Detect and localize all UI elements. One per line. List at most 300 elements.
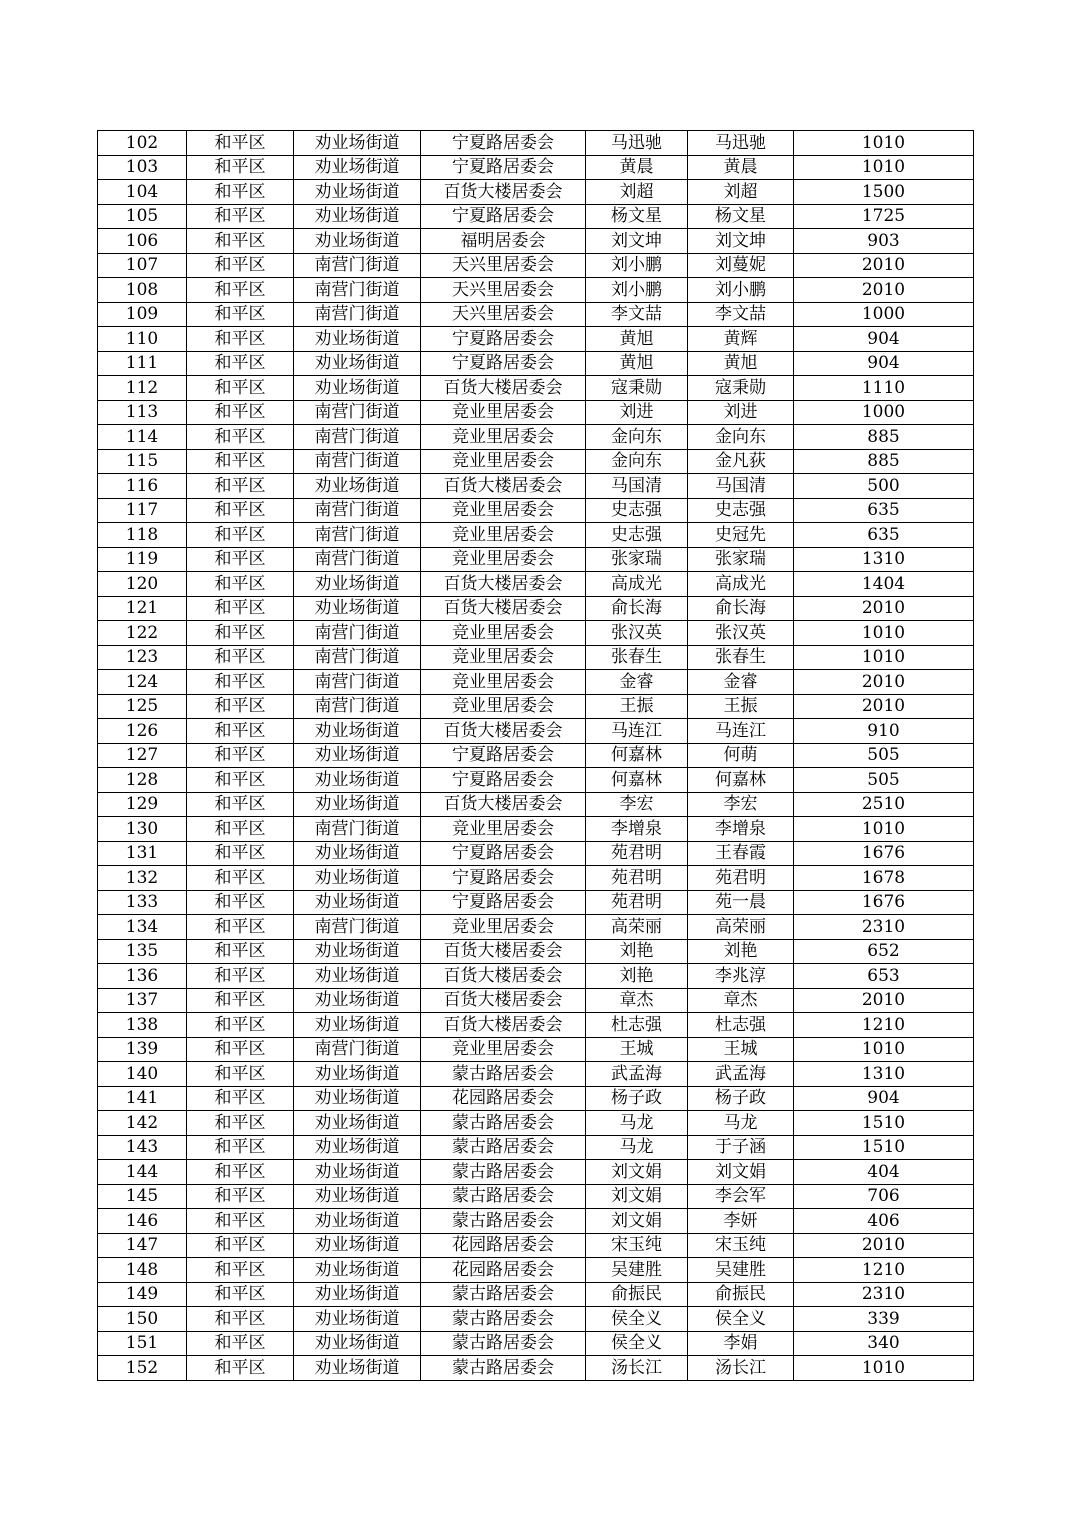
cell-street: 劝业场街道 xyxy=(294,743,421,768)
cell-applicant: 王城 xyxy=(586,1037,688,1062)
cell-amount: 2010 xyxy=(794,596,974,621)
cell-index: 118 xyxy=(98,523,187,548)
cell-applicant: 刘文娟 xyxy=(586,1160,688,1185)
cell-member: 马连江 xyxy=(688,719,794,744)
cell-street: 南营门街道 xyxy=(294,1037,421,1062)
table-row xyxy=(98,1086,974,1111)
cell-district: 和平区 xyxy=(187,253,294,278)
table-row xyxy=(98,1307,974,1332)
cell-district: 和平区 xyxy=(187,474,294,499)
cell-amount: 1210 xyxy=(794,1013,974,1038)
cell-committee: 竞业里居委会 xyxy=(421,645,586,670)
table-row xyxy=(98,866,974,891)
cell-applicant: 刘超 xyxy=(586,180,688,205)
cell-amount: 1510 xyxy=(794,1135,974,1160)
cell-district: 和平区 xyxy=(187,302,294,327)
cell-applicant: 金睿 xyxy=(586,670,688,695)
cell-street: 劝业场街道 xyxy=(294,768,421,793)
cell-committee: 宁夏路居委会 xyxy=(421,327,586,352)
cell-applicant: 刘文坤 xyxy=(586,229,688,254)
table-row xyxy=(98,351,974,376)
table-row xyxy=(98,1160,974,1185)
cell-index: 141 xyxy=(98,1086,187,1111)
cell-street: 劝业场街道 xyxy=(294,792,421,817)
cell-district: 和平区 xyxy=(187,1013,294,1038)
cell-street: 劝业场街道 xyxy=(294,1013,421,1038)
cell-district: 和平区 xyxy=(187,498,294,523)
cell-district: 和平区 xyxy=(187,621,294,646)
cell-index: 132 xyxy=(98,866,187,891)
cell-district: 和平区 xyxy=(187,768,294,793)
cell-member: 寇秉勋 xyxy=(688,376,794,401)
cell-amount: 2010 xyxy=(794,988,974,1013)
cell-district: 和平区 xyxy=(187,841,294,866)
cell-member: 武孟海 xyxy=(688,1062,794,1087)
cell-district: 和平区 xyxy=(187,890,294,915)
cell-committee: 竞业里居委会 xyxy=(421,1037,586,1062)
cell-index: 114 xyxy=(98,425,187,450)
cell-applicant: 黄旭 xyxy=(586,327,688,352)
cell-index: 129 xyxy=(98,792,187,817)
table-row xyxy=(98,302,974,327)
cell-applicant: 马龙 xyxy=(586,1135,688,1160)
table-row xyxy=(98,645,974,670)
cell-index: 135 xyxy=(98,939,187,964)
cell-amount: 500 xyxy=(794,474,974,499)
cell-district: 和平区 xyxy=(187,670,294,695)
cell-applicant: 马国清 xyxy=(586,474,688,499)
cell-index: 106 xyxy=(98,229,187,254)
cell-member: 刘文娟 xyxy=(688,1160,794,1185)
table-row xyxy=(98,988,974,1013)
cell-committee: 蒙古路居委会 xyxy=(421,1356,586,1381)
cell-index: 117 xyxy=(98,498,187,523)
cell-district: 和平区 xyxy=(187,400,294,425)
cell-index: 131 xyxy=(98,841,187,866)
cell-committee: 天兴里居委会 xyxy=(421,253,586,278)
cell-index: 133 xyxy=(98,890,187,915)
cell-index: 123 xyxy=(98,645,187,670)
cell-index: 122 xyxy=(98,621,187,646)
table-row xyxy=(98,498,974,523)
cell-applicant: 李文喆 xyxy=(586,302,688,327)
cell-committee: 花园路居委会 xyxy=(421,1086,586,1111)
cell-district: 和平区 xyxy=(187,1331,294,1356)
cell-index: 125 xyxy=(98,694,187,719)
table-row xyxy=(98,400,974,425)
cell-index: 149 xyxy=(98,1282,187,1307)
cell-street: 南营门街道 xyxy=(294,645,421,670)
cell-amount: 1676 xyxy=(794,841,974,866)
cell-street: 南营门街道 xyxy=(294,425,421,450)
cell-committee: 竞业里居委会 xyxy=(421,498,586,523)
cell-amount: 1310 xyxy=(794,1062,974,1087)
cell-member: 王振 xyxy=(688,694,794,719)
table-row xyxy=(98,1013,974,1038)
cell-applicant: 武孟海 xyxy=(586,1062,688,1087)
cell-applicant: 马龙 xyxy=(586,1111,688,1136)
cell-index: 140 xyxy=(98,1062,187,1087)
cell-applicant: 刘艳 xyxy=(586,939,688,964)
cell-index: 108 xyxy=(98,278,187,303)
cell-applicant: 苑君明 xyxy=(586,841,688,866)
cell-amount: 1678 xyxy=(794,866,974,891)
cell-committee: 宁夏路居委会 xyxy=(421,768,586,793)
cell-district: 和平区 xyxy=(187,915,294,940)
cell-committee: 竞业里居委会 xyxy=(421,694,586,719)
cell-member: 李宏 xyxy=(688,792,794,817)
cell-index: 143 xyxy=(98,1135,187,1160)
cell-member: 史志强 xyxy=(688,498,794,523)
cell-amount: 1000 xyxy=(794,400,974,425)
cell-member: 黄辉 xyxy=(688,327,794,352)
cell-index: 147 xyxy=(98,1233,187,1258)
cell-member: 李会军 xyxy=(688,1184,794,1209)
table-row xyxy=(98,694,974,719)
cell-amount: 1510 xyxy=(794,1111,974,1136)
cell-amount: 910 xyxy=(794,719,974,744)
cell-district: 和平区 xyxy=(187,155,294,180)
cell-district: 和平区 xyxy=(187,694,294,719)
cell-committee: 宁夏路居委会 xyxy=(421,155,586,180)
cell-committee: 竞业里居委会 xyxy=(421,425,586,450)
cell-committee: 竞业里居委会 xyxy=(421,817,586,842)
cell-street: 南营门街道 xyxy=(294,621,421,646)
cell-district: 和平区 xyxy=(187,964,294,989)
cell-applicant: 刘文娟 xyxy=(586,1209,688,1234)
cell-index: 102 xyxy=(98,131,187,156)
cell-committee: 百货大楼居委会 xyxy=(421,792,586,817)
cell-applicant: 何嘉林 xyxy=(586,743,688,768)
cell-street: 劝业场街道 xyxy=(294,327,421,352)
cell-applicant: 高成光 xyxy=(586,572,688,597)
cell-applicant: 杜志强 xyxy=(586,1013,688,1038)
cell-index: 103 xyxy=(98,155,187,180)
cell-applicant: 杨文星 xyxy=(586,204,688,229)
table-row xyxy=(98,425,974,450)
cell-committee: 福明居委会 xyxy=(421,229,586,254)
cell-district: 和平区 xyxy=(187,547,294,572)
cell-street: 南营门街道 xyxy=(294,915,421,940)
cell-index: 109 xyxy=(98,302,187,327)
cell-member: 高成光 xyxy=(688,572,794,597)
cell-street: 劝业场街道 xyxy=(294,1086,421,1111)
cell-district: 和平区 xyxy=(187,327,294,352)
cell-member: 刘小鹏 xyxy=(688,278,794,303)
cell-member: 李增泉 xyxy=(688,817,794,842)
cell-district: 和平区 xyxy=(187,572,294,597)
cell-applicant: 马连江 xyxy=(586,719,688,744)
cell-committee: 竞业里居委会 xyxy=(421,670,586,695)
cell-street: 劝业场街道 xyxy=(294,351,421,376)
cell-amount: 1676 xyxy=(794,890,974,915)
cell-district: 和平区 xyxy=(187,1184,294,1209)
table-body xyxy=(98,131,974,1381)
cell-committee: 蒙古路居委会 xyxy=(421,1160,586,1185)
cell-member: 马迅驰 xyxy=(688,131,794,156)
cell-district: 和平区 xyxy=(187,866,294,891)
table-row xyxy=(98,621,974,646)
cell-index: 112 xyxy=(98,376,187,401)
cell-street: 南营门街道 xyxy=(294,547,421,572)
cell-amount: 635 xyxy=(794,498,974,523)
cell-street: 劝业场街道 xyxy=(294,988,421,1013)
cell-applicant: 俞长海 xyxy=(586,596,688,621)
cell-applicant: 刘文娟 xyxy=(586,1184,688,1209)
cell-index: 152 xyxy=(98,1356,187,1381)
cell-committee: 百货大楼居委会 xyxy=(421,376,586,401)
cell-index: 130 xyxy=(98,817,187,842)
cell-street: 劝业场街道 xyxy=(294,1307,421,1332)
cell-amount: 2310 xyxy=(794,915,974,940)
cell-applicant: 刘小鹏 xyxy=(586,253,688,278)
cell-index: 119 xyxy=(98,547,187,572)
cell-index: 105 xyxy=(98,204,187,229)
cell-index: 148 xyxy=(98,1258,187,1283)
cell-index: 142 xyxy=(98,1111,187,1136)
table-row xyxy=(98,1331,974,1356)
cell-applicant: 汤长江 xyxy=(586,1356,688,1381)
cell-district: 和平区 xyxy=(187,719,294,744)
cell-committee: 百货大楼居委会 xyxy=(421,180,586,205)
cell-amount: 885 xyxy=(794,425,974,450)
table-row xyxy=(98,1233,974,1258)
cell-amount: 505 xyxy=(794,743,974,768)
cell-street: 劝业场街道 xyxy=(294,890,421,915)
cell-index: 124 xyxy=(98,670,187,695)
cell-street: 劝业场街道 xyxy=(294,572,421,597)
cell-street: 南营门街道 xyxy=(294,670,421,695)
cell-amount: 1310 xyxy=(794,547,974,572)
cell-amount: 653 xyxy=(794,964,974,989)
cell-committee: 百货大楼居委会 xyxy=(421,988,586,1013)
cell-amount: 904 xyxy=(794,1086,974,1111)
cell-index: 136 xyxy=(98,964,187,989)
table-row xyxy=(98,817,974,842)
cell-committee: 竞业里居委会 xyxy=(421,915,586,940)
cell-street: 劝业场街道 xyxy=(294,1184,421,1209)
cell-member: 于子涵 xyxy=(688,1135,794,1160)
cell-street: 劝业场街道 xyxy=(294,131,421,156)
cell-district: 和平区 xyxy=(187,229,294,254)
cell-member: 张汉英 xyxy=(688,621,794,646)
cell-applicant: 寇秉勋 xyxy=(586,376,688,401)
cell-member: 俞长海 xyxy=(688,596,794,621)
cell-street: 劝业场街道 xyxy=(294,376,421,401)
cell-street: 劝业场街道 xyxy=(294,155,421,180)
cell-amount: 1725 xyxy=(794,204,974,229)
cell-committee: 宁夏路居委会 xyxy=(421,204,586,229)
table-row xyxy=(98,155,974,180)
data-table xyxy=(97,130,974,1381)
cell-district: 和平区 xyxy=(187,1037,294,1062)
cell-district: 和平区 xyxy=(187,1135,294,1160)
cell-applicant: 杨子政 xyxy=(586,1086,688,1111)
cell-committee: 百货大楼居委会 xyxy=(421,474,586,499)
cell-index: 134 xyxy=(98,915,187,940)
cell-index: 145 xyxy=(98,1184,187,1209)
cell-amount: 1500 xyxy=(794,180,974,205)
cell-street: 南营门街道 xyxy=(294,694,421,719)
table-row xyxy=(98,964,974,989)
cell-applicant: 金向东 xyxy=(586,425,688,450)
cell-district: 和平区 xyxy=(187,1282,294,1307)
cell-member: 刘蔓妮 xyxy=(688,253,794,278)
cell-street: 劝业场街道 xyxy=(294,1111,421,1136)
table-row xyxy=(98,204,974,229)
cell-member: 张春生 xyxy=(688,645,794,670)
cell-index: 116 xyxy=(98,474,187,499)
table-row xyxy=(98,841,974,866)
cell-committee: 宁夏路居委会 xyxy=(421,890,586,915)
cell-member: 吴建胜 xyxy=(688,1258,794,1283)
cell-street: 劝业场街道 xyxy=(294,1135,421,1160)
cell-index: 104 xyxy=(98,180,187,205)
cell-street: 劝业场街道 xyxy=(294,596,421,621)
cell-amount: 2010 xyxy=(794,670,974,695)
cell-member: 黄旭 xyxy=(688,351,794,376)
cell-committee: 宁夏路居委会 xyxy=(421,866,586,891)
table-row xyxy=(98,180,974,205)
cell-street: 劝业场街道 xyxy=(294,1160,421,1185)
cell-district: 和平区 xyxy=(187,523,294,548)
cell-district: 和平区 xyxy=(187,743,294,768)
cell-applicant: 吴建胜 xyxy=(586,1258,688,1283)
cell-member: 苑一晨 xyxy=(688,890,794,915)
cell-committee: 蒙古路居委会 xyxy=(421,1184,586,1209)
table-row xyxy=(98,1258,974,1283)
cell-committee: 百货大楼居委会 xyxy=(421,572,586,597)
table-row xyxy=(98,1209,974,1234)
cell-applicant: 黄旭 xyxy=(586,351,688,376)
table-row xyxy=(98,1111,974,1136)
cell-member: 何萌 xyxy=(688,743,794,768)
cell-member: 张家瑞 xyxy=(688,547,794,572)
cell-street: 劝业场街道 xyxy=(294,1062,421,1087)
cell-amount: 340 xyxy=(794,1331,974,1356)
cell-amount: 2010 xyxy=(794,278,974,303)
cell-committee: 百货大楼居委会 xyxy=(421,939,586,964)
cell-amount: 1000 xyxy=(794,302,974,327)
cell-applicant: 侯全义 xyxy=(586,1331,688,1356)
cell-member: 宋玉纯 xyxy=(688,1233,794,1258)
table-row xyxy=(98,743,974,768)
cell-district: 和平区 xyxy=(187,1233,294,1258)
cell-member: 刘进 xyxy=(688,400,794,425)
cell-applicant: 金向东 xyxy=(586,449,688,474)
cell-committee: 蒙古路居委会 xyxy=(421,1111,586,1136)
cell-amount: 635 xyxy=(794,523,974,548)
cell-member: 侯全义 xyxy=(688,1307,794,1332)
table-row xyxy=(98,1062,974,1087)
cell-street: 劝业场街道 xyxy=(294,1356,421,1381)
cell-amount: 1010 xyxy=(794,1356,974,1381)
cell-applicant: 张家瑞 xyxy=(586,547,688,572)
cell-member: 李文喆 xyxy=(688,302,794,327)
cell-amount: 904 xyxy=(794,327,974,352)
cell-committee: 百货大楼居委会 xyxy=(421,964,586,989)
cell-amount: 339 xyxy=(794,1307,974,1332)
cell-amount: 1010 xyxy=(794,817,974,842)
cell-amount: 2510 xyxy=(794,792,974,817)
cell-index: 107 xyxy=(98,253,187,278)
cell-committee: 天兴里居委会 xyxy=(421,302,586,327)
cell-street: 南营门街道 xyxy=(294,253,421,278)
cell-street: 劝业场街道 xyxy=(294,866,421,891)
cell-amount: 406 xyxy=(794,1209,974,1234)
cell-applicant: 侯全义 xyxy=(586,1307,688,1332)
cell-amount: 885 xyxy=(794,449,974,474)
cell-street: 劝业场街道 xyxy=(294,1209,421,1234)
cell-street: 劝业场街道 xyxy=(294,841,421,866)
cell-district: 和平区 xyxy=(187,449,294,474)
cell-committee: 蒙古路居委会 xyxy=(421,1209,586,1234)
cell-committee: 蒙古路居委会 xyxy=(421,1331,586,1356)
cell-district: 和平区 xyxy=(187,278,294,303)
cell-applicant: 刘进 xyxy=(586,400,688,425)
cell-district: 和平区 xyxy=(187,180,294,205)
cell-applicant: 史志强 xyxy=(586,523,688,548)
cell-amount: 1010 xyxy=(794,1037,974,1062)
cell-street: 南营门街道 xyxy=(294,449,421,474)
cell-district: 和平区 xyxy=(187,425,294,450)
cell-committee: 蒙古路居委会 xyxy=(421,1062,586,1087)
cell-street: 南营门街道 xyxy=(294,817,421,842)
cell-member: 汤长江 xyxy=(688,1356,794,1381)
table-row xyxy=(98,1037,974,1062)
cell-committee: 竞业里居委会 xyxy=(421,547,586,572)
cell-committee: 蒙古路居委会 xyxy=(421,1307,586,1332)
table-row xyxy=(98,719,974,744)
cell-amount: 2010 xyxy=(794,694,974,719)
cell-street: 劝业场街道 xyxy=(294,229,421,254)
cell-applicant: 刘小鹏 xyxy=(586,278,688,303)
cell-applicant: 李增泉 xyxy=(586,817,688,842)
table-row xyxy=(98,474,974,499)
cell-district: 和平区 xyxy=(187,645,294,670)
cell-index: 111 xyxy=(98,351,187,376)
cell-committee: 蒙古路居委会 xyxy=(421,1282,586,1307)
cell-index: 139 xyxy=(98,1037,187,1062)
cell-district: 和平区 xyxy=(187,1258,294,1283)
cell-applicant: 马迅驰 xyxy=(586,131,688,156)
cell-street: 南营门街道 xyxy=(294,498,421,523)
cell-committee: 百货大楼居委会 xyxy=(421,596,586,621)
cell-street: 劝业场街道 xyxy=(294,180,421,205)
cell-committee: 竞业里居委会 xyxy=(421,449,586,474)
cell-applicant: 何嘉林 xyxy=(586,768,688,793)
cell-street: 南营门街道 xyxy=(294,302,421,327)
cell-member: 李妍 xyxy=(688,1209,794,1234)
cell-applicant: 宋玉纯 xyxy=(586,1233,688,1258)
cell-index: 138 xyxy=(98,1013,187,1038)
table-row xyxy=(98,792,974,817)
cell-street: 劝业场街道 xyxy=(294,204,421,229)
cell-member: 王春霞 xyxy=(688,841,794,866)
cell-amount: 1210 xyxy=(794,1258,974,1283)
cell-committee: 花园路居委会 xyxy=(421,1258,586,1283)
cell-member: 章杰 xyxy=(688,988,794,1013)
cell-index: 144 xyxy=(98,1160,187,1185)
cell-index: 128 xyxy=(98,768,187,793)
cell-street: 劝业场街道 xyxy=(294,1258,421,1283)
cell-committee: 花园路居委会 xyxy=(421,1233,586,1258)
cell-index: 150 xyxy=(98,1307,187,1332)
cell-index: 127 xyxy=(98,743,187,768)
cell-district: 和平区 xyxy=(187,376,294,401)
cell-amount: 904 xyxy=(794,351,974,376)
cell-applicant: 史志强 xyxy=(586,498,688,523)
